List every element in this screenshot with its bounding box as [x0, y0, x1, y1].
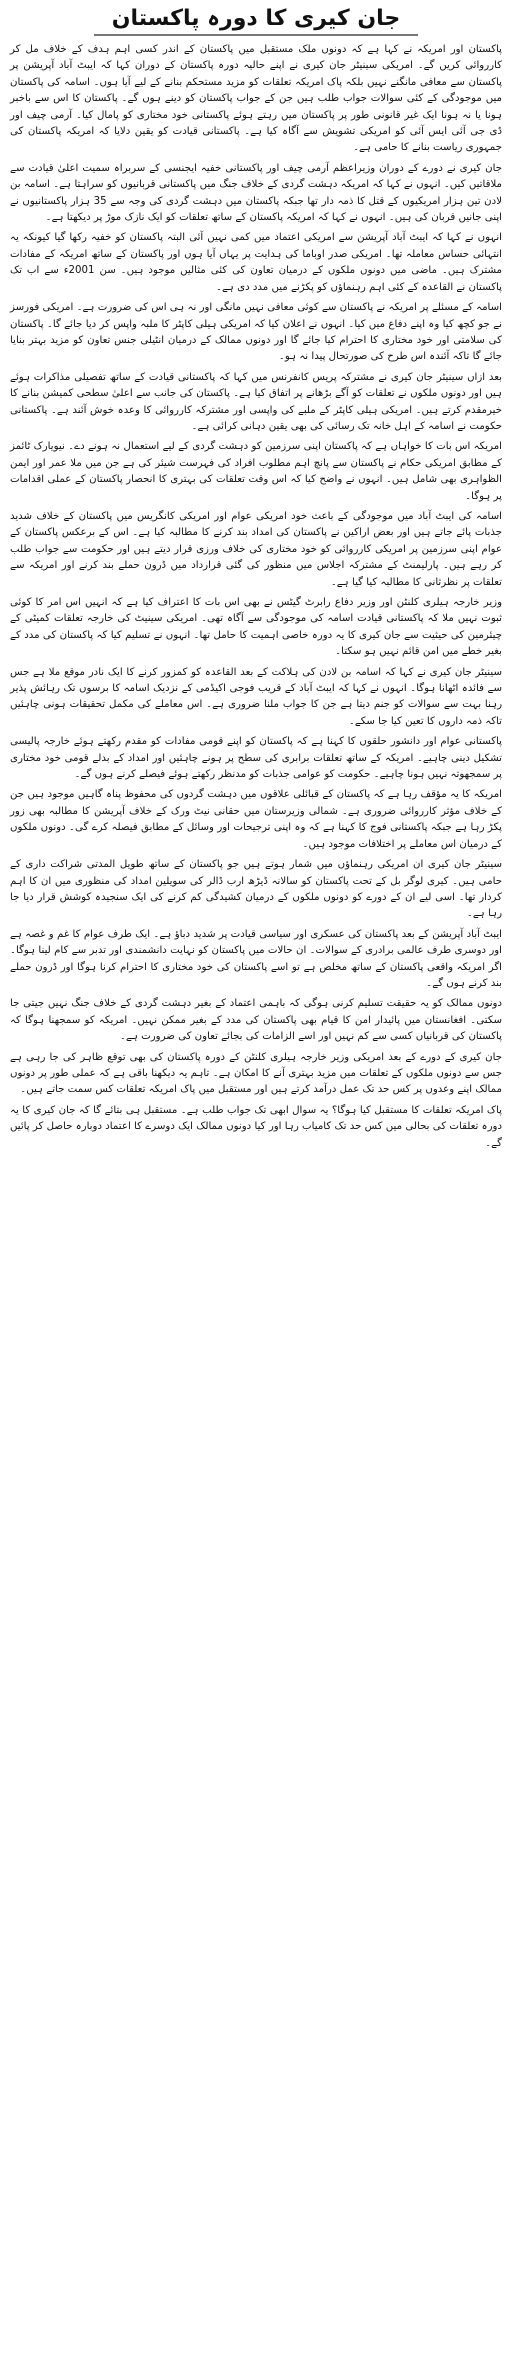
paragraph: وزیر خارجہ ہیلری کلنٹن اور وزیر دفاع رابرٹ گیٹس نے بھی اس بات کا اعتراف کیا ہے کہ انہیں اس امر کا کوئی ثبوت نہیں ملا کہ پاکستانی قیادت اسامہ کی موجودگی سے آگاہ تھی۔ امریکی سینیٹ کی خارجہ تعلقات کمیٹی کے چیئرمین کی حیثیت سے جان کیری کا یہ دورہ خاصی اہمیت کا حامل تھا۔ انہوں نے تسلیم کیا کہ پاکستان کی مدد کے بغیر خطے میں امن قائم نہیں ہو سکتا۔ — [10, 597, 502, 658]
title-wrap — [10, 6, 502, 36]
paragraph: جان کیری نے دورے کے دوران وزیراعظم آرمی چیف اور پاکستانی خفیہ ایجنسی کے سربراہ سمیت اعلیٰ قیادت سے ملاقاتیں کیں۔ انہوں نے کہا کہ امریکہ دہشت گردی کے خلاف جنگ میں پاکستانی قربانیوں کو سراہتا ہے۔ اسامہ بن لادن تین ہزار امریکیوں کے قتل کا ذمہ دار تھا جبکہ پاکستان میں دہشت گردی کی وجہ سے 35 ہزار پاکستانیوں نے اپنی جانیں قربان کی ہیں۔ انہوں نے کہا کہ امریکہ پاکستان کے ساتھ تعلقات کو ایک نازک موڑ پر دیکھتا ہے۔ — [10, 162, 503, 224]
column-body — [10, 42, 502, 1152]
paragraph: امریکہ کا یہ مؤقف رہا ہے کہ پاکستان کے قبائلی علاقوں میں دہشت گردوں کی محفوظ پناہ گاہیں موجود ہیں جن کے خلاف مؤثر کارروائی ضروری ہے۔ شمالی وزیرستان میں حقانی نیٹ ورک کے خلاف آپریشن کا مطالبہ بھی زور پکڑ رہا ہے جبکہ پاکستانی فوج کا کہنا ہے کہ وہ اپنی ترجیحات اور وسائل کے مطابق فیصلہ کرے گی۔ دونوں ملکوں کے درمیان اس معاملے پر اختلافات موجود ہیں۔ — [10, 789, 502, 850]
paragraph: پاکستانی عوام اور دانشور حلقوں کا کہنا ہے کہ پاکستان کو اپنے قومی مفادات کو مقدم رکھتے ہوئے خارجہ پالیسی تشکیل دینی چاہیے۔ امریکہ کے ساتھ تعلقات برابری کی سطح پر ہونے چاہئیں اور امداد کے بدلے قومی خود مختاری پر سمجھوتہ نہیں ہونا چاہیے۔ حکومت کو عوامی جذبات کو مدنظر رکھتے ہوئے فیصلے کرنے ہوں گے۔ — [10, 736, 502, 781]
paragraph: سینیٹر جان کیری ان امریکی رہنماؤں میں شمار ہوتے ہیں جو پاکستان کے ساتھ طویل المدتی شراکت داری کے حامی ہیں۔ کیری لوگر بل کے تحت پاکستان کو سالانہ ڈیڑھ ارب ڈالر کی سویلین امداد کی منظوری میں ان کا اہم کردار تھا۔ اسی لیے ان کے دورے کو دونوں ملکوں کے درمیان کشیدگی کم کرنے کی ایک سنجیدہ کوشش قرار دیا جا رہا ہے۔ — [10, 859, 502, 920]
column-title: جان کیری کا دورہ پاکستان — [94, 6, 418, 36]
paragraph: ایبٹ آباد آپریشن کے بعد پاکستان کی عسکری اور سیاسی قیادت پر شدید دباؤ ہے۔ ایک طرف عوام کا غم و غصہ ہے اور دوسری طرف عالمی برادری کے سوالات۔ ان حالات میں پاکستان کو نہایت دانشمندی اور تدبر سے کام لینا ہوگا۔ اگر امریکہ واقعی پاکستان کے ساتھ مخلص ہے تو اسے پاکستان کی خود مختاری کا احترام کرنا ہوگا اور ڈرون حملے بند کرنے ہوں گے۔ — [10, 928, 502, 989]
paragraph: دونوں ممالک کو یہ حقیقت تسلیم کرنی ہوگی کہ باہمی اعتماد کے بغیر دہشت گردی کے خلاف جنگ نہیں جیتی جا سکتی۔ افغانستان میں پائیدار امن کا قیام بھی پاکستان کی مدد کے بغیر ممکن نہیں۔ امریکہ کو سمجھنا ہوگا کہ پاکستان کی قربانیاں کسی سے کم نہیں اور اسے الزامات کی بجائے تعاون کی ضرورت ہے۔ — [10, 998, 502, 1043]
paragraph: پاکستان اور امریکہ نے کہا ہے کہ دونوں ملک مستقبل میں پاکستان کے اندر کسی اہم ہدف کے خلاف مل کر کارروائی کریں گے۔ امریکی سینیٹر جان کیری نے اپنے حالیہ دورہ پاکستان کے دوران کہا کہ ایبٹ آباد آپریشن پر پاکستان سے معافی مانگنے نہیں بلکہ پاک امریکہ تعلقات کو مزید مستحکم بنانے کے لیے آیا ہوں۔ اسامہ کی پاکستان میں موجودگی کے کئی سوالات جواب طلب ہیں جن کے جواب پاکستان کو دینے ہوں گے۔ پاکستان کا اس سے باخبر ہونا یا نہ ہونا ایک غیر قانونی طور پر پاکستان میں رہتے ہوئے پاکستانی خود مختاری کو پامال کیا۔ آرمی چیف اور ڈی جی آئی ایس آئی کو امریکی تشویش سے آگاہ کیا ہے۔ پاکستانی قیادت کو یقین دلایا کہ امریکہ پاکستان کی جمہوری ریاست بنانے کا حامی ہے۔ — [10, 44, 502, 154]
paragraph: اسامہ کی ایبٹ آباد میں موجودگی کے باعث خود امریکی عوام اور امریکی کانگریس میں پاکستان کے خلاف شدید جذبات پائے جاتے ہیں اور بعض اراکین نے پاکستان کی امداد بند کرنے کا مطالبہ کیا ہے۔ اس کے برعکس پاکستان کے عوام اپنی سرزمین پر امریکی کارروائی کو خود مختاری کی خلاف ورزی قرار دیتے ہیں اور حکومت سے جواب طلب کر رہے ہیں۔ پارلیمنٹ کے مشترکہ اجلاس میں منظور کی گئی قرارداد میں ڈرون حملے بند کرنے اور امریکہ سے تعلقات پر نظرثانی کا مطالبہ کیا گیا ہے۔ — [10, 510, 502, 588]
paragraph: پاک امریکہ تعلقات کا مستقبل کیا ہوگا؟ یہ سوال ابھی تک جواب طلب ہے۔ مستقبل ہی بتائے گا کہ جان کیری کا یہ دورہ تعلقات کی بحالی میں کس حد تک کامیاب رہا اور کیا دونوں ممالک ایک دوسرے کا اعتماد دوبارہ حاصل کر پائیں گے۔ — [10, 1104, 502, 1149]
paragraph: انہوں نے کہا کہ ایبٹ آباد آپریشن سے امریکی اعتماد میں کمی نہیں آئی البتہ پاکستان کو خفیہ رکھا گیا کیونکہ یہ انتہائی حساس معاملہ تھا۔ امریکی صدر اوباما کی ہدایت پر یہاں آیا ہوں اور پاکستان کے ساتھ امریکہ کے مفادات مشترک ہیں۔ ماضی میں دونوں ملکوں کے درمیان تعاون کی کئی مثالیں موجود ہیں۔ سن 2001ء سے اب تک پاکستان نے القاعدہ کے کئی اہم رہنماؤں کو پکڑنے میں مدد دی ہے۔ — [10, 232, 502, 293]
paragraph: جان کیری کے دورے کے بعد امریکی وزیر خارجہ ہیلری کلنٹن کے دورہ پاکستان کی بھی توقع ظاہر کی جا رہی ہے جس سے دونوں ملکوں کے تعلقات میں مزید بہتری آنے کا امکان ہے۔ تاہم یہ دیکھنا باقی ہے کہ عملی طور پر دونوں ممالک اپنے وعدوں پر کس حد تک عمل درآمد کرتے ہیں اور مستقبل میں پاک امریکہ تعلقات کس سمت جاتے ہیں۔ — [10, 1051, 502, 1096]
paragraph: امریکہ اس بات کا خواہاں ہے کہ پاکستان اپنی سرزمین کو دہشت گردی کے لیے استعمال نہ ہونے دے۔ نیویارک ٹائمز کے مطابق امریکی حکام نے پاکستان سے پانچ اہم مطلوب افراد کی فہرست شیئر کی ہے جن میں ملا عمر اور ایمن الظواہری بھی شامل ہیں۔ انہوں نے واضح کیا کہ اس وقت تعلقات کی بہتری کا انحصار پاکستان کے عملی اقدامات پر ہوگا۔ — [10, 441, 502, 502]
paragraph: بعد ازاں سینیٹر جان کیری نے مشترکہ پریس کانفرنس میں کہا کہ پاکستانی قیادت کے ساتھ تفصیلی مذاکرات ہوئے ہیں اور دونوں ملکوں نے تعلقات کو آگے بڑھانے پر اتفاق کیا ہے۔ پاکستان کی جانب سے اعلیٰ سطحی کمیشن بنانے کا خیرمقدم کرتے ہیں۔ امریکی ہیلی کاپٹر کے ملبے کی واپسی اور مشترکہ کارروائی کا وعدہ خوش آئند ہے۔ پاکستانی حکومت نے اسامہ کے اہل خانہ تک رسائی کی بھی یقین دہانی کرائی ہے۔ — [10, 371, 502, 432]
paragraph: اسامہ کے مسئلے پر امریکہ نے پاکستان سے کوئی معافی نہیں مانگی اور نہ ہی اس کی ضرورت ہے۔ امریکی فورسز نے جو کچھ کیا وہ اپنے دفاع میں کیا۔ انہوں نے اعلان کیا کہ امریکی ہیلی کاپٹر کا ملبہ واپس کر دیا جائے گا۔ پاکستان کی سلامتی اور خود مختاری کا احترام کیا جائے گا اور دونوں ممالک کے درمیان انٹیلی جنس تعاون کو مزید بہتر بنایا جائے گا تاکہ آئندہ اس طرح کی صورتحال پیدا نہ ہو۔ — [10, 302, 502, 363]
paragraph: سینیٹر جان کیری نے کہا کہ اسامہ بن لادن کی ہلاکت کے بعد القاعدہ کو کمزور کرنے کا ایک نادر موقع ملا ہے جس سے فائدہ اٹھانا ہوگا۔ انہوں نے کہا کہ ایبٹ آباد کے قریب فوجی اکیڈمی کے نزدیک اسامہ کا برسوں تک رہائش پذیر رہنا بہت سے سوالات کو جنم دیتا ہے جن کا جواب ملنا ضروری ہے۔ اس معاملے کی مکمل تحقیقات ہونی چاہئیں تاکہ ذمہ داروں کا تعین کیا جا سکے۔ — [10, 666, 502, 727]
